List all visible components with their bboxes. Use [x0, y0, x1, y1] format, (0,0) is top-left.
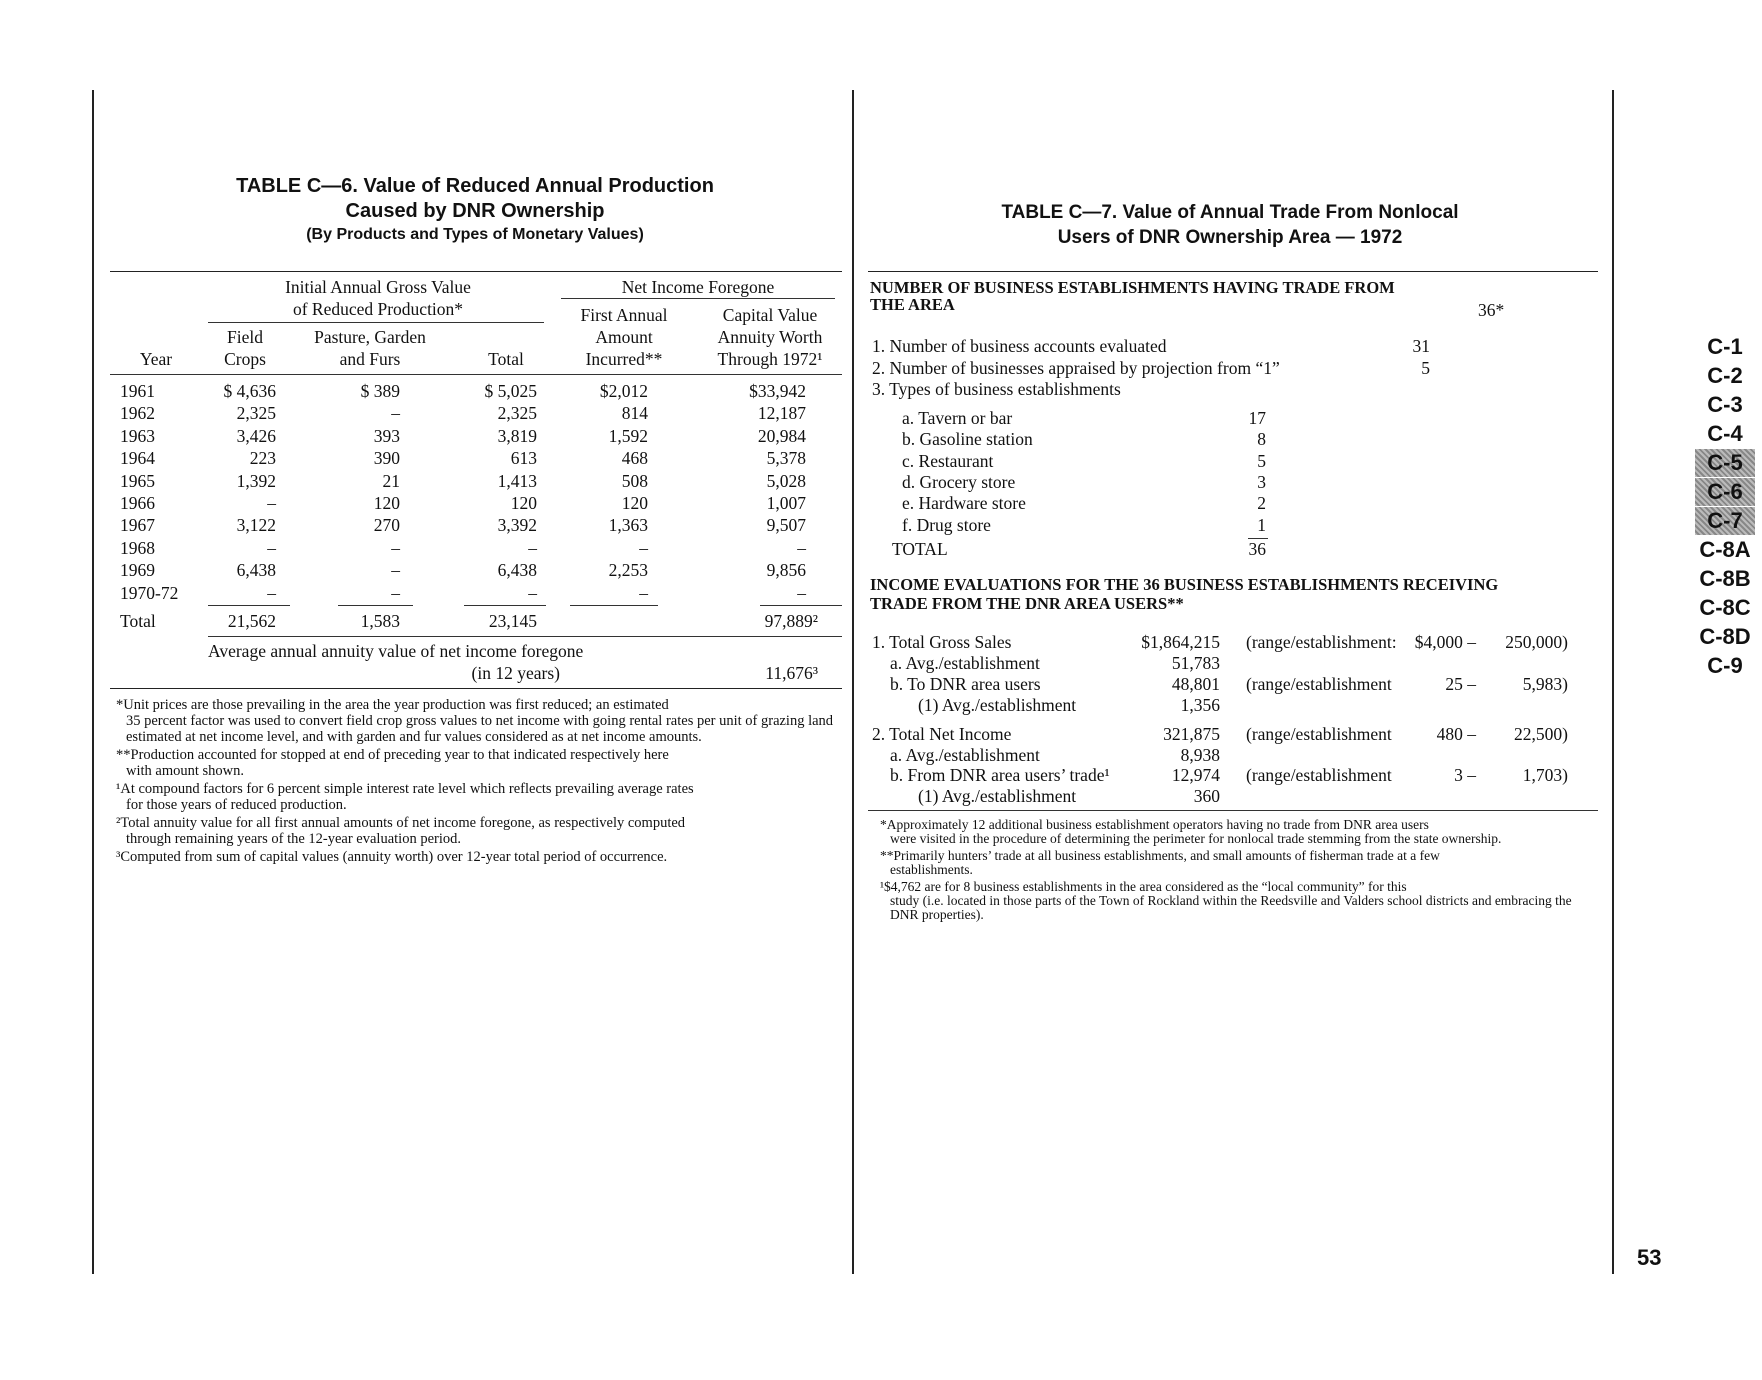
total-row-capital: 97,889² — [764, 611, 818, 631]
table-row-total: 3,819 — [497, 425, 537, 446]
section-tab[interactable]: C-5 — [1695, 449, 1755, 477]
section-tab[interactable]: C-3 — [1707, 392, 1743, 417]
table-row-pasture: 270 — [373, 515, 400, 536]
table-row-total: – — [528, 537, 537, 558]
table-c6-title — [150, 174, 800, 246]
table-row-year: 1963 — [120, 425, 155, 446]
table-row-total: 1,413 — [497, 470, 537, 491]
table-row-capital: 5,378 — [766, 448, 806, 469]
table-row-first: 1,592 — [608, 425, 648, 446]
col-header-first-1: First Annual — [580, 305, 668, 325]
footnote — [116, 747, 846, 779]
col-header-capital-1: Capital Value — [722, 305, 818, 325]
left-margin-rule — [92, 90, 94, 1274]
footnote-first-line: *Unit prices are those prevailing in the area the year production was first reduced; an estimated — [116, 697, 669, 713]
table-c7-title — [930, 200, 1530, 250]
footnote — [116, 849, 846, 865]
table-row-total: $ 5,025 — [484, 381, 537, 401]
footnote-first-line: *Approximately 12 additional business establishment operators having no trade from DNR area users — [880, 817, 1429, 832]
group-header-gross-2: of Reduced Production* — [292, 299, 464, 319]
table-c7-title-line1: TABLE C—7. Value of Annual Trade From Nonlocal — [1001, 202, 1459, 223]
income-row-range-label: (range/establishment — [1246, 673, 1392, 694]
business-type-value: 3 — [1257, 471, 1266, 492]
footnote — [880, 818, 1600, 846]
col-header-field-1: Field — [227, 327, 263, 347]
income-row-label: a. Avg./establishment — [890, 744, 1040, 765]
footnote-first-line: **Production accounted for stopped at end of preceding year to that indicated respectively here — [116, 747, 669, 763]
footnote-first-line: ²Total annuity value for all first annual amounts of net income foregone, as respectively computed — [116, 815, 686, 831]
table-row-first: 120 — [621, 493, 648, 513]
table-row-first: 468 — [621, 448, 648, 469]
table-row-capital: 12,187 — [757, 403, 806, 424]
avg-annuity-label-1: Average annual annuity value of net income foregone — [208, 641, 584, 661]
income-row-value: 8,938 — [1180, 744, 1220, 765]
business-type-value: 5 — [1257, 450, 1266, 471]
section-tab[interactable]: C-2 — [1707, 363, 1743, 388]
table-row-capital: 9,507 — [766, 515, 806, 536]
table-c7-bottom-rule — [868, 810, 1598, 811]
income-row-label: b. To DNR area users — [890, 673, 1041, 694]
table-row-pasture: $ 389 — [360, 381, 400, 401]
types-total-value: 36 — [1248, 539, 1266, 559]
table-row-first: – — [639, 537, 648, 558]
income-row-value: 1,356 — [1180, 694, 1220, 715]
income-row-label: (1) Avg./establishment — [918, 694, 1077, 715]
section-tab[interactable]: C-8A — [1699, 537, 1751, 562]
section1-heading-1: NUMBER OF BUSINESS ESTABLISHMENTS HAVING TRADE FROM — [870, 278, 1395, 297]
table-c6-footnotes — [116, 697, 846, 867]
section-tab[interactable]: C-9 — [1707, 653, 1743, 678]
table-row-pasture: 393 — [373, 425, 400, 446]
footnote-continuation: 35 percent factor was used to convert field crop gross values to net income with going rental rates per unit of grazing land estimated at net income level, and with garden and fur values considered as at net income amounts. — [126, 713, 834, 745]
income-row-range-label: (range/establishment: — [1246, 632, 1397, 652]
business-type-value: 1 — [1257, 514, 1266, 535]
table-row-capital: – — [797, 582, 806, 603]
income-row-range-high: 1,703) — [1522, 765, 1568, 786]
table-row-pasture: 390 — [373, 448, 400, 469]
income-row-range-low: 25 – — [1445, 673, 1476, 694]
table-c6-bottom-rule — [110, 688, 842, 689]
income-row-range-low: 480 – — [1436, 723, 1476, 744]
avg-annuity-label-2: (in 12 years) — [471, 663, 560, 683]
table-row-pasture: 120 — [373, 493, 400, 513]
col-header-field-2: Crops — [224, 349, 266, 369]
section-tab[interactable]: C-4 — [1707, 421, 1743, 446]
footnote-first-line: ¹$4,762 are for 8 business establishments in the area considered as the “local community” for this — [880, 879, 1407, 894]
table-c6-title-line1: TABLE C—6. Value of Reduced Annual Production — [236, 175, 714, 197]
total-row-field: 21,562 — [227, 611, 276, 631]
total-row-pasture: 1,583 — [360, 611, 400, 631]
table-row-capital: $33,942 — [749, 381, 806, 401]
table-row-capital: – — [797, 537, 806, 558]
income-row-range-high: 22,500) — [1514, 723, 1568, 744]
table-row-year: 1961 — [120, 381, 155, 401]
table-row-pasture: – — [391, 537, 400, 558]
table-row-field: $ 4,636 — [223, 381, 276, 401]
footnote-continuation: were visited in the procedure of determining the perimeter for nonlocal trade stemming from the state ownership. — [890, 831, 1502, 846]
footnote-first-line: ¹At compound factors for 6 percent simple interest rate level which reflects prevailing average rates — [116, 781, 694, 797]
business-count-value: 31 — [1412, 336, 1430, 356]
income-row-value: $1,864,215 — [1141, 632, 1220, 652]
table-row-first: 2,253 — [608, 560, 648, 581]
table-row-year: 1969 — [120, 560, 155, 581]
footnote — [116, 697, 846, 745]
footnote-first-line: **Primarily hunters’ trade at all business establishments, and small amounts of fisherman trade at a few — [880, 848, 1440, 863]
business-type-label: d. Grocery store — [902, 471, 1016, 492]
col-header-first-3: Incurred** — [585, 349, 663, 369]
business-type-label: c. Restaurant — [902, 450, 994, 471]
footnote-continuation: study (i.e. located in those parts of the Town of Rockland within the Reedsville and Valders school districts and embracing the DNR properties). — [890, 893, 1572, 922]
group-gross-underline — [208, 322, 544, 323]
table-row-year: 1965 — [120, 470, 155, 491]
table-row-pasture: – — [391, 582, 400, 603]
right-margin-rule — [1612, 90, 1614, 1274]
table-row-field: 3,122 — [236, 515, 276, 536]
table-c7-footnotes — [880, 818, 1600, 925]
table-row-capital: 1,007 — [766, 493, 806, 513]
table-row-total: 6,438 — [497, 560, 537, 581]
page-number: 53 — [1637, 1245, 1662, 1270]
table-row-year: 1967 — [120, 515, 155, 536]
group-header-net: Net Income Foregone — [621, 277, 775, 297]
business-count-label: 1. Number of business accounts evaluated — [872, 336, 1167, 356]
total-underline-capital — [760, 605, 842, 606]
table-c6-top-rule — [110, 271, 842, 272]
section-tab[interactable]: C-1 — [1707, 334, 1743, 359]
table-row-year: 1970-72 — [120, 582, 179, 603]
table-row-total: 3,392 — [497, 515, 537, 536]
table-row-first: 1,363 — [608, 515, 648, 536]
table-row-total: 613 — [510, 448, 537, 469]
table-row-year: 1968 — [120, 537, 155, 558]
table-row-field: 2,325 — [236, 403, 276, 424]
table-row-field: 1,392 — [236, 470, 276, 491]
center-divider-rule — [852, 90, 854, 1274]
table-c6-header-rule — [110, 374, 842, 375]
table-row-year: 1964 — [120, 448, 155, 469]
business-count-label: 2. Number of businesses appraised by projection from “1” — [872, 357, 1280, 378]
business-type-value: 2 — [1257, 493, 1266, 514]
col-header-pasture-2: and Furs — [339, 349, 401, 369]
section-tab[interactable]: C-6 — [1695, 478, 1755, 506]
total-row-rule — [208, 636, 842, 637]
footnote-continuation: establishments. — [890, 862, 973, 877]
table-c6-title-line2: Caused by DNR Ownership — [345, 200, 605, 222]
income-row-range-high: 250,000) — [1505, 632, 1568, 652]
footnote-continuation: through remaining years of the 12-year evaluation period. — [126, 831, 461, 847]
footnote — [116, 781, 846, 813]
table-row-field: – — [267, 582, 276, 603]
income-row-value: 360 — [1193, 786, 1220, 807]
table-row-year: 1966 — [120, 493, 155, 513]
table-row-year: 1962 — [120, 403, 155, 424]
business-type-label: a. Tavern or bar — [902, 408, 1013, 428]
income-row-range-label: (range/establishment — [1246, 723, 1392, 744]
table-row-pasture: 21 — [382, 470, 400, 491]
col-header-capital-2: Annuity Worth — [717, 327, 823, 347]
footnote-first-line: ³Computed from sum of capital values (annuity worth) over 12-year total period of occurrence. — [116, 849, 668, 865]
table-row-field: 223 — [249, 448, 276, 469]
table-row-total: 120 — [510, 493, 537, 513]
business-type-value: 8 — [1257, 429, 1266, 450]
income-row-range-label: (range/establishment — [1246, 765, 1392, 786]
total-underline-pasture — [338, 605, 413, 606]
total-underline-field — [208, 605, 290, 606]
table-row-first: – — [639, 582, 648, 603]
footnote-continuation: for those years of reduced production. — [126, 797, 347, 813]
income-row-range-high: 5,983) — [1522, 673, 1568, 694]
col-header-capital-3: Through 1972¹ — [717, 349, 823, 369]
table-row-field: 3,426 — [236, 425, 276, 446]
table-row-capital: 20,984 — [757, 425, 806, 446]
income-row-value: 51,783 — [1171, 652, 1220, 673]
section1-value: 36* — [1478, 300, 1505, 320]
income-row-value: 12,974 — [1171, 765, 1220, 786]
table-row-total: – — [528, 582, 537, 603]
business-type-value: 17 — [1248, 408, 1266, 428]
section-tab[interactable]: C-7 — [1695, 507, 1755, 535]
business-count-value: 5 — [1421, 357, 1430, 378]
types-total-label: TOTAL — [892, 539, 948, 559]
group-header-gross-1: Initial Annual Gross Value — [285, 277, 471, 297]
total-row-total: 23,145 — [488, 611, 537, 631]
business-type-label: e. Hardware store — [902, 493, 1026, 514]
section-tab[interactable]: C-8B — [1699, 566, 1751, 591]
table-row-total: 2,325 — [497, 403, 537, 424]
income-row-label: (1) Avg./establishment — [918, 786, 1077, 807]
col-header-first-2: Amount — [595, 327, 653, 347]
business-count-label: 3. Types of business establishments — [872, 379, 1121, 399]
table-row-first: 508 — [621, 470, 648, 491]
table-row-field: 6,438 — [236, 560, 276, 581]
table-row-capital: 5,028 — [766, 470, 806, 491]
avg-annuity-value: 11,676³ — [765, 663, 818, 683]
income-row-label: 1. Total Gross Sales — [872, 632, 1012, 652]
group-net-underline — [561, 298, 835, 299]
section-tab[interactable]: C-8D — [1699, 624, 1751, 649]
section2-heading-1: INCOME EVALUATIONS FOR THE 36 BUSINESS ESTABLISHMENTS RECEIVING — [870, 575, 1499, 594]
total-underline-first — [570, 605, 658, 606]
table-c7-title-line2: Users of DNR Ownership Area — 1972 — [1057, 227, 1403, 248]
income-row-range-low: $4,000 – — [1414, 632, 1476, 652]
total-row-year: Total — [120, 611, 156, 631]
income-row-value: 48,801 — [1171, 673, 1220, 694]
footnote-continuation: with amount shown. — [126, 763, 245, 779]
table-row-pasture: – — [391, 403, 400, 424]
table-row-first: 814 — [621, 403, 648, 424]
income-row-label: b. From DNR area users’ trade¹ — [890, 765, 1110, 786]
section-tab[interactable]: C-8C — [1699, 595, 1751, 620]
footnote — [880, 880, 1600, 922]
income-row-label: 2. Total Net Income — [872, 723, 1012, 744]
income-row-label: a. Avg./establishment — [890, 652, 1040, 673]
business-type-label: f. Drug store — [902, 514, 991, 535]
section1-heading-2: THE AREA — [870, 295, 955, 314]
table-row-field: – — [267, 537, 276, 558]
income-row-value: 321,875 — [1163, 723, 1220, 744]
table-row-first: $2,012 — [599, 381, 648, 401]
table-row-capital: 9,856 — [766, 560, 806, 581]
income-row-range-low: 3 – — [1454, 765, 1476, 786]
table-row-pasture: – — [391, 560, 400, 581]
footnote — [116, 815, 846, 847]
total-underline-total — [464, 605, 546, 606]
col-header-total: Total — [488, 349, 524, 369]
section2-heading-2: TRADE FROM THE DNR AREA USERS** — [870, 594, 1184, 613]
table-c7-top-rule — [868, 271, 1598, 272]
table-c6-title-line3: (By Products and Types of Monetary Values) — [306, 226, 644, 243]
col-header-pasture-1: Pasture, Garden — [314, 327, 426, 347]
footnote — [880, 849, 1600, 877]
business-type-label: b. Gasoline station — [902, 429, 1033, 450]
col-header-year: Year — [139, 349, 173, 369]
table-row-field: – — [267, 493, 276, 513]
